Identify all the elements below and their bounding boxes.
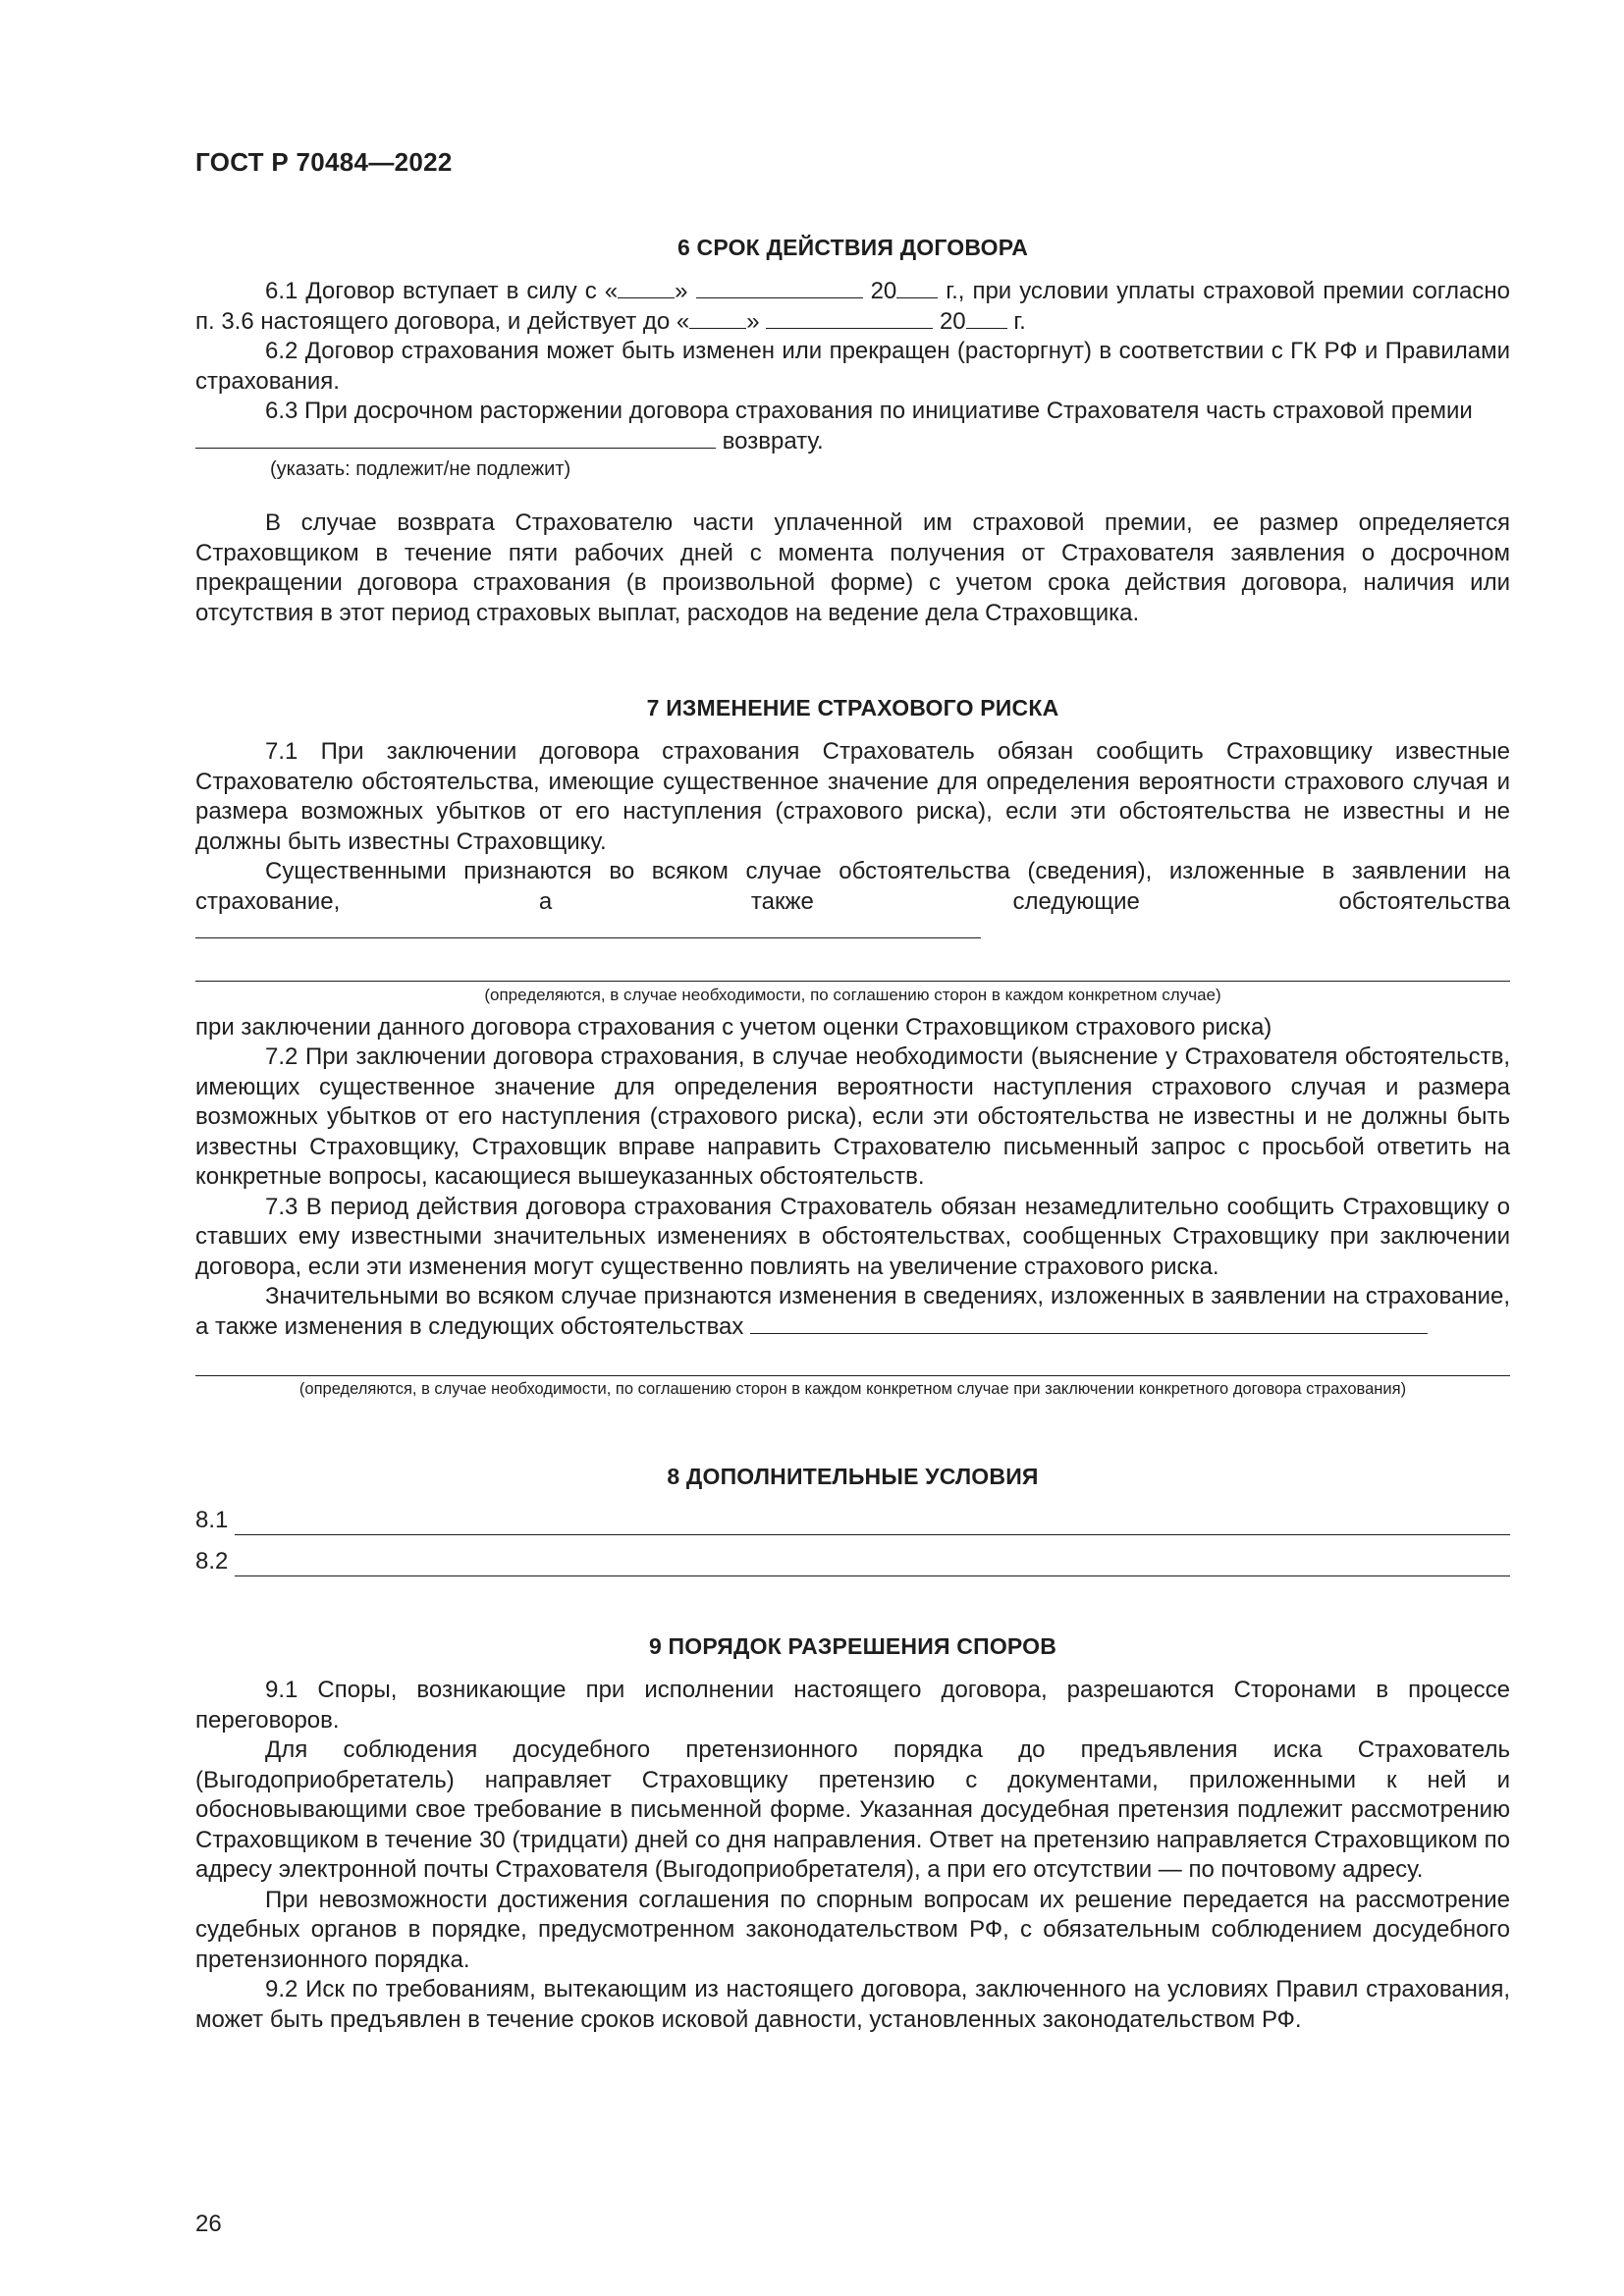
year-blank[interactable] bbox=[896, 277, 938, 298]
section-6-title: 6 СРОК ДЕЙСТВИЯ ДОГОВОРА bbox=[677, 235, 1029, 260]
clause-7-2: 7.2 При заключении договора страхования, в случае необходимости (выяснение у Страхователя обстоятельств, имеющих существенное значение для определения вероятности наступления страхового случая и размера возможных убытков от его наступления (страхового риска), если эти обстоятельства не известны и не должны быть известны Страховщику, Страховщик вправе направить Страхователю письменный запрос с просьбой ответить на конкретные вопросы, касающиеся вышеуказанных обстоятельств. bbox=[195, 1043, 1510, 1190]
condition-8-2: 8.2 bbox=[195, 1547, 1510, 1576]
clause-6-1: 6.1 Договор вступает в силу с « » 20 г., при условии уплаты страховой премии согласно п. 3.6 настоящего договора, и действует до « » 20 г. bbox=[195, 278, 1511, 335]
clause-7-1-end: при заключении данного договора страхования с учетом оценки Страховщиком страхового риска) bbox=[195, 1013, 1272, 1041]
clause-6-2: 6.2 Договор страхования может быть изменен или прекращен (расторгнут) в соответствии с ГК РФ и Правилами страхования. bbox=[195, 338, 1510, 395]
clause-9-1-court: При невозможности достижения соглашения по спорным вопросам их решение передается на рассмотрение судебных органов в порядке, предусмотренном законодательством РФ, с обязательным соблюдением досудебного претензионного порядка. bbox=[195, 1886, 1510, 1973]
condition-8-1-line[interactable] bbox=[235, 1511, 1510, 1535]
document-page bbox=[195, 147, 1510, 2035]
clause-9-1: 9.1 Споры, возникающие при исполнении настоящего договора, разрешаются Сторонами в процессе переговоров. bbox=[195, 1677, 1510, 1734]
clause-7-3: 7.3 В период действия договора страхования Страхователь обязан незамедлительно сообщить Страховщику о ставших ему известными значительных изменениях в обстоятельствах, сообщенных Страховщику при заключении договора, если эти изменения могут существенно повлиять на увеличение страхового риска. bbox=[195, 1193, 1510, 1280]
changes-blank[interactable] bbox=[750, 1312, 1428, 1334]
condition-8-1: 8.1 bbox=[195, 1506, 1510, 1535]
circumstances-line[interactable] bbox=[195, 955, 1510, 982]
circumstances-hint: (определяются, в случае необходимости, по соглашению сторон в каждом конкретном случае) bbox=[484, 985, 1221, 1004]
month-blank[interactable] bbox=[696, 277, 863, 298]
changes-line[interactable] bbox=[195, 1350, 1510, 1376]
day-blank[interactable] bbox=[618, 277, 675, 298]
condition-8-2-line[interactable] bbox=[235, 1552, 1510, 1576]
changes-hint: (определяются, в случае необходимости, по соглашению сторон в каждом конкретном случае при заключении конкретного договора страхования) bbox=[298, 1380, 1407, 1398]
clause-7-1-essential: Существенными признаются во всяком случае обстоятельства (сведения), изложенные в заявлении на страхование, а также следующие обстоятельства bbox=[195, 857, 1510, 947]
circumstances-blank[interactable] bbox=[195, 917, 981, 938]
end-year-blank[interactable] bbox=[966, 307, 1007, 329]
clause-7-1: 7.1 При заключении договора страхования Страхователь обязан сообщить Страховщику известные Страхователю обстоятельства, имеющие существенное значение для определения вероятности страхового случая и размера возможных убытков от его наступления (страхового риска), если эти обстоятельства не известны и не должны быть известны Страховщику. bbox=[195, 738, 1510, 855]
end-day-blank[interactable] bbox=[689, 307, 746, 329]
clause-9-1-pretrial: Для соблюдения досудебного претензионного порядка до предъявления иска Страхователь (Выгодоприобретатель) направляет Страховщику претензию с документами, приложенными к ней и обосновывающими свое требование в письменной форме. Указанная досудебная претензия подлежит рассмотрению Страховщиком в течение 30 (тридцати) дней со дня направления. Ответ на претензию направляется Страховщиком по адресу электронной почты Страхователя (Выгодоприобретателя), а при его отсутствии — по почтовому адресу. bbox=[195, 1736, 1510, 1883]
clause-6-3: 6.3 При досрочном расторжении договора страхования по инициативе Страхователя часть страховой премии bbox=[265, 398, 1473, 424]
section-9-title: 9 ПОРЯДОК РАЗРЕШЕНИЯ СПОРОВ bbox=[648, 1633, 1057, 1659]
section-7-title: 7 ИЗМЕНЕНИЕ СТРАХОВОГО РИСКА bbox=[646, 695, 1059, 721]
refund-blank[interactable] bbox=[195, 427, 716, 449]
clause-7-3-changes: Значительными во всяком случае признаются изменения в сведениях, изложенных в заявлении на страхование, а также изменения в следующих обстоятельствах bbox=[195, 1283, 1510, 1340]
clause-6-3-fill: возврату. bbox=[195, 427, 1510, 457]
refund-hint: (указать: подлежит/не подлежит) bbox=[270, 458, 571, 480]
clause-9-2: 9.2 Иск по требованиям, вытекающим из настоящего договора, заключенного на условиях Правил страхования, может быть предъявлен в течение сроков исковой давности, установленных законодательством РФ. bbox=[195, 1976, 1510, 2033]
page-number: 26 bbox=[195, 2211, 222, 2237]
clause-6-refund: В случае возврата Страхователю части уплаченной им страховой премии, ее размер определяется Страховщиком в течение пяти рабочих дней с момента получения от Страхователя заявления о досрочном прекращении договора страхования (в произвольной форме) с учетом срока действия договора, наличия или отсутствия в этот период страховых выплат, расходов на ведение дела Страховщика. bbox=[195, 509, 1510, 626]
section-8-title: 8 ДОПОЛНИТЕЛЬНЫЕ УСЛОВИЯ bbox=[667, 1464, 1039, 1489]
end-month-blank[interactable] bbox=[766, 307, 933, 329]
doc-code: ГОСТ Р 70484—2022 bbox=[195, 147, 453, 177]
